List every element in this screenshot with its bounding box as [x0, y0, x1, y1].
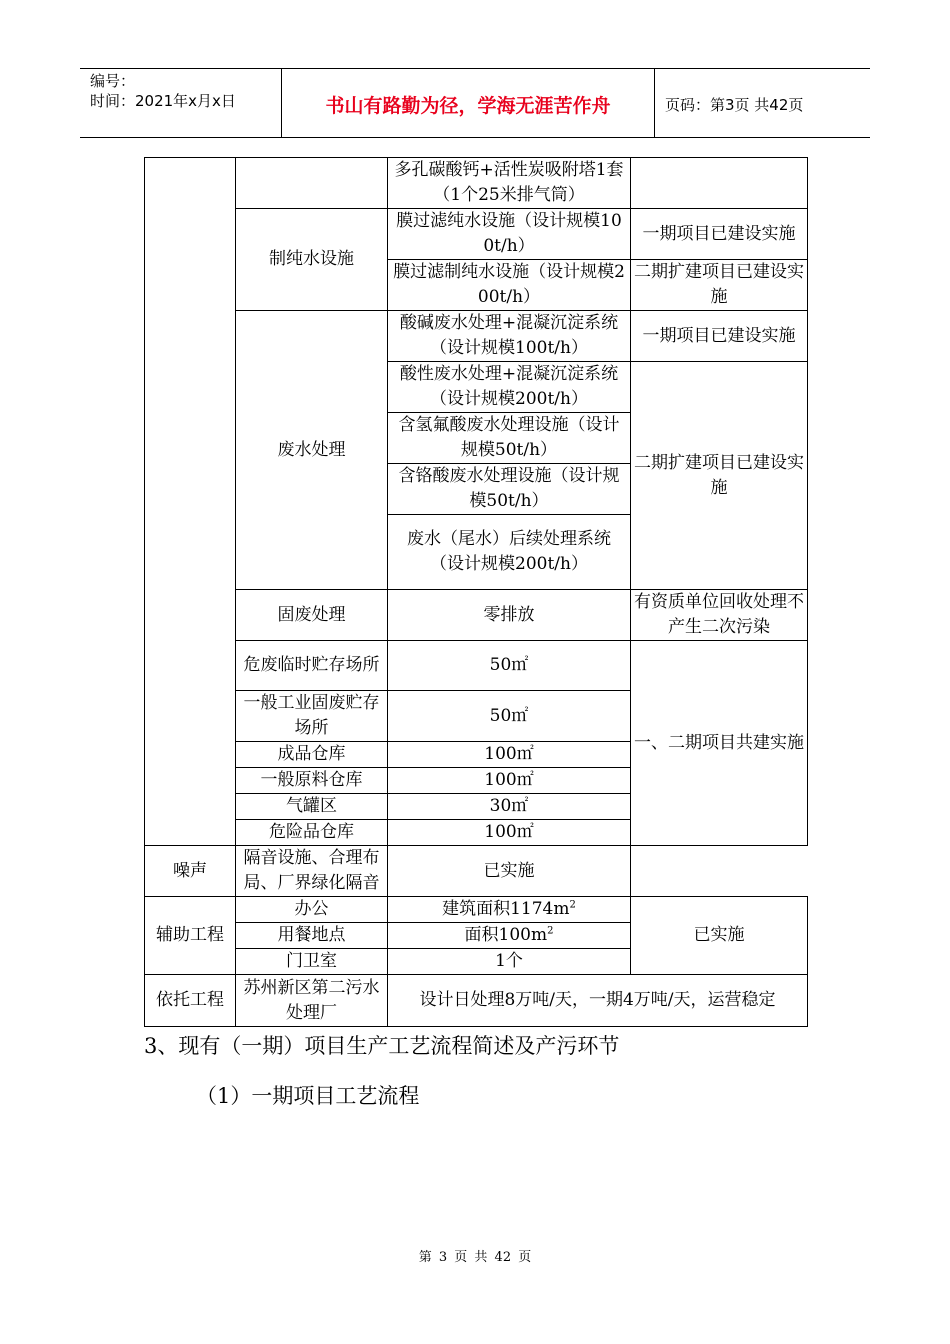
table-cell: 一般工业固废贮存场所 [236, 691, 388, 742]
table-cell: 100㎡ [388, 820, 631, 846]
table-cell: 二期扩建项目已建设实施 [631, 362, 808, 590]
table-cell: 气罐区 [236, 794, 388, 820]
table-cell: 一、二期项目共建实施 [631, 641, 808, 846]
table-cell [388, 897, 631, 923]
cell-line: （设计规模200t/h） [430, 554, 588, 574]
table-cell: 有资质单位回收处理不产生二次污染 [631, 590, 808, 641]
category-cell: 废水处理 [236, 311, 388, 590]
table-cell: 酸性废水处理+混凝沉淀系统（设计规模200t/h） [388, 362, 631, 413]
table-cell: 50㎡ [388, 691, 631, 742]
page-footer: 第 3 页 共 42 页 [418, 1250, 532, 1265]
cell-line: 废水（尾水）后续处理系统 [407, 529, 611, 549]
table-cell: 办公 [236, 897, 388, 923]
table-cell: 一期项目已建设实施 [631, 311, 808, 362]
table-cell: 含氢氟酸废水处理设施（设计规模50t/h） [388, 413, 631, 464]
table-cell: 膜过滤纯水设施（设计规模100t/h） [388, 209, 631, 260]
header-page-label: 页码：第3页 共42页 [665, 96, 804, 114]
table-cell [388, 515, 631, 590]
table-cell: 零排放 [388, 590, 631, 641]
table-cell: 100㎡ [388, 768, 631, 794]
table-cell: 危险品仓库 [236, 820, 388, 846]
table-cell: 设计日处理8万吨/天，一期4万吨/天，运营稳定 [388, 975, 808, 1027]
table-cell: 成品仓库 [236, 742, 388, 768]
sub-heading: （1）一期项目工艺流程 [196, 1084, 420, 1108]
table-cell [631, 158, 808, 209]
category-cell: 依托工程 [145, 975, 236, 1027]
table-cell: 已实施 [631, 897, 808, 975]
table-cell: 酸碱废水处理+混凝沉淀系统（设计规模100t/h） [388, 311, 631, 362]
table-cell: 危废临时贮存场所 [236, 641, 388, 691]
main-category-cell [145, 158, 236, 846]
cell-text: 建筑面积1174m [442, 899, 570, 919]
number-label: 编号： [90, 72, 136, 90]
table-cell: 一期项目已建设实施 [631, 209, 808, 260]
table-cell: 50㎡ [388, 641, 631, 691]
table-cell: 30㎡ [388, 794, 631, 820]
superscript: 2 [569, 899, 576, 911]
time-label: 时间：2021年x月x日 [90, 92, 236, 110]
header-divider-right [654, 69, 655, 137]
table-cell: 1个 [388, 949, 631, 975]
table-cell [388, 923, 631, 949]
table-cell: 膜过滤制纯水设施（设计规模200t/h） [388, 260, 631, 311]
category-cell: 固废处理 [236, 590, 388, 641]
page-header [80, 68, 870, 138]
table-cell: 已实施 [388, 846, 631, 897]
table-cell: 苏州新区第二污水处理厂 [236, 975, 388, 1027]
table-cell [236, 158, 388, 209]
facility-table [144, 157, 808, 1027]
table-cell: 噪声 [145, 846, 236, 897]
header-motto: 书山有路勤为径，学海无涯苦作舟 [325, 95, 611, 117]
table-cell: 多孔碳酸钙+活性炭吸附塔1套（1个25米排气筒） [388, 158, 631, 209]
table-cell: 一般原料仓库 [236, 768, 388, 794]
table-cell: 用餐地点 [236, 923, 388, 949]
category-cell: 制纯水设施 [236, 209, 388, 311]
table-cell: 100㎡ [388, 742, 631, 768]
table-cell: 门卫室 [236, 949, 388, 975]
superscript: 2 [547, 925, 554, 937]
table-cell: 二期扩建项目已建设实施 [631, 260, 808, 311]
header-meta [90, 71, 236, 111]
category-cell: 辅助工程 [145, 897, 236, 975]
table-cell: 隔音设施、合理布局、厂界绿化隔音 [236, 846, 388, 897]
table-cell: 含铬酸废水处理设施（设计规模50t/h） [388, 464, 631, 515]
section-heading: 3、现有（一期）项目生产工艺流程简述及产污环节 [144, 1034, 620, 1058]
cell-text: 面积100m [464, 925, 548, 945]
